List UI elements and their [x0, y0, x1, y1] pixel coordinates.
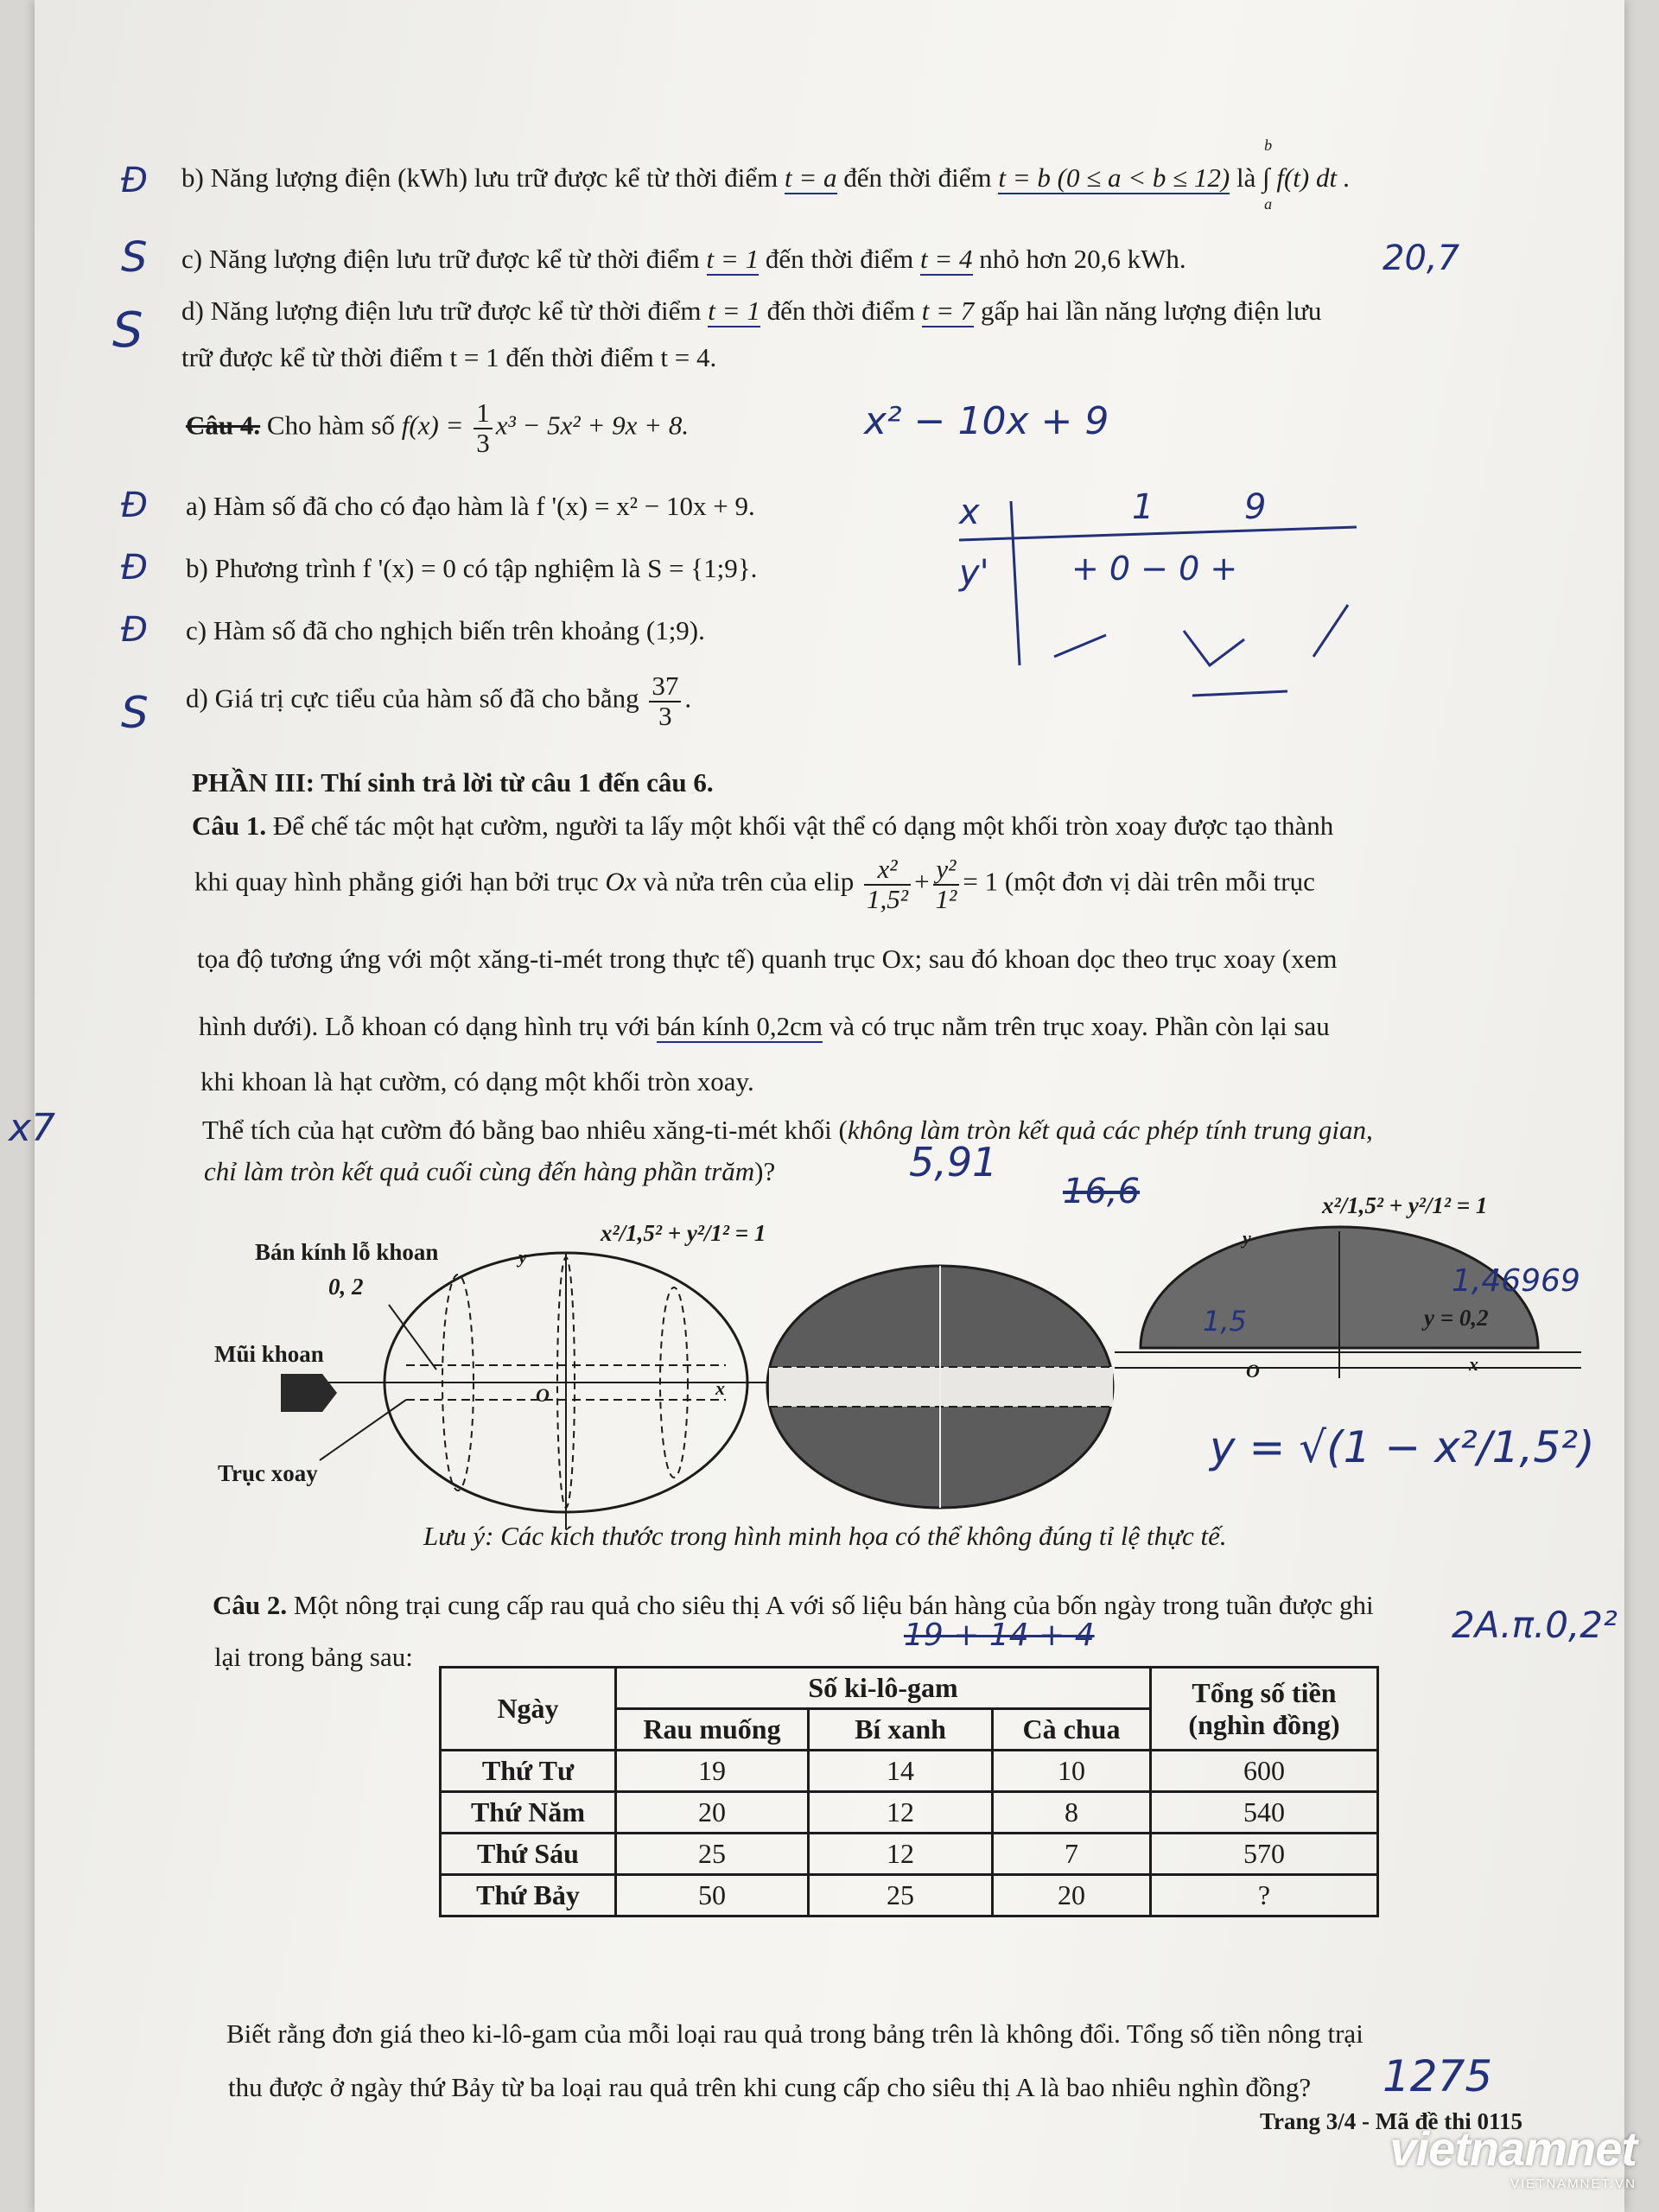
- col-total: Tổng số tiền (nghìn đồng): [1151, 1668, 1378, 1751]
- q2-after2: thu được ở ngày thứ Bảy từ ba loại rau quả trên khi cung cấp cho siêu thị A là bao nhiêu nghìn đồng?: [228, 2072, 1312, 2102]
- table-row: Thứ Sáu 25 12 7 570: [441, 1834, 1378, 1875]
- hw-q4d: S: [121, 688, 149, 738]
- table-row: Thứ Bảy 50 25 20 ?: [441, 1875, 1378, 1916]
- q1-line1: Câu 1. Để chế tác một hạt cườm, người ta lấy một khối vật thể có dạng một khối tròn xoay được tạo thành: [192, 810, 1334, 841]
- hw-derivative: x² − 10x + 9: [864, 399, 1109, 443]
- q1-line4: hình dưới). Lỗ khoan có dạng hình trụ với bán kính 0,2cm và có trục nằm trên trục xoay. Phần còn lại sau: [199, 1011, 1330, 1041]
- sales-table: [439, 1666, 1379, 1917]
- q4-a: a) Hàm số đã cho có đạo hàm là f '(x) = x² − 10x + 9.: [186, 491, 755, 521]
- q3-b: b) Năng lượng điện (kWh) lưu trữ được kể từ thời điểm t = a đến thời điểm t = b (0 ≤ a < b ≤ 12) là ∫ f(t) dt . b a: [181, 137, 1351, 213]
- hw-mark-d: S: [112, 302, 143, 359]
- hw-formula: y = √(1 − x²/1,5²): [1210, 1422, 1595, 1472]
- hw-q2-scratch: 19 + 14 + 4: [904, 1618, 1095, 1653]
- hw-q4b: Đ: [121, 548, 148, 588]
- hw-answer-q2: 1275: [1382, 2051, 1493, 2101]
- y-equals-label: y = 0,2: [1424, 1305, 1489, 1331]
- hw-q4c: Đ: [121, 610, 148, 650]
- hw-left-mark: x7: [9, 1106, 56, 1150]
- exam-page: [9, 0, 1624, 2212]
- q4-b: b) Phương trình f '(x) = 0 có tập nghiệm là S = {1;9}.: [186, 553, 758, 583]
- ellipse-eq-right: x²/1,5² + y²/1² = 1: [1322, 1192, 1488, 1218]
- q3-d-line1: d) Năng lượng điện lưu trữ được kể từ thời điểm t = 1 đến thời điểm t = 7 gấp hai lần năng lượng điện lưu: [181, 296, 1322, 326]
- q1-line5: khi khoan là hạt cườm, có dạng một khối tròn xoay.: [200, 1066, 754, 1096]
- hw-value-15: 1,5: [1203, 1305, 1247, 1338]
- q1-line2: khi quay hình phẳng giới hạn bởi trục Ox và nửa trên của elip $\frac{\text{x²}}{\text{1,5²}}$ + $\frac{\text{y²}}{\text{1²}}$ = 1 (một đơn vị dài trên mỗi trục: [194, 854, 1315, 914]
- q4-d: d) Giá trị cực tiểu của hàm số đã cho bằng $\frac{37}{3}$ .: [186, 671, 692, 731]
- col-day: Ngày: [441, 1668, 616, 1751]
- hw-answer-q1: 5,91: [909, 1139, 998, 1185]
- q2-line1: Câu 2. Một nông trại cung cấp rau quả cho siêu thị A với số liệu bán hàng của bốn ngày trong tuần được ghi: [213, 1590, 1374, 1620]
- hw-sign-table: x 1 9 y' + 0 − 0 +: [950, 493, 1365, 709]
- drill-radius-value: 0, 2: [328, 1274, 364, 1300]
- drill-bit-label: Mũi khoan: [214, 1341, 324, 1367]
- q2-line2: lại trong bảng sau:: [214, 1642, 413, 1672]
- half-ellipse-diagram: [1115, 1227, 1581, 1378]
- part3-heading: PHẦN III: Thí sinh trả lời từ câu 1 đến câu 6.: [192, 767, 714, 798]
- hw-scratch: 16,6: [1063, 1172, 1141, 1211]
- hw-q4a: Đ: [121, 486, 148, 525]
- hw-value-146969: 1,46969: [1452, 1263, 1580, 1299]
- axis-x-right: x: [1469, 1353, 1478, 1375]
- q1-line3: tọa độ tương ứng với một xăng-ti-mét trong thực tế) quanh trục Ox; sau đó khoan dọc theo trục xoay (xem: [197, 944, 1338, 974]
- ellipse-eq-left: x²/1,5² + y²/1² = 1: [601, 1220, 766, 1246]
- hw-q2-formula: 2A.π.0,2²: [1452, 1604, 1618, 1646]
- origin-right: O: [1246, 1360, 1260, 1382]
- q4-stem: Câu 4. Cho hàm số f(x) = $\frac{1}{3}$ x³ − 5x² + 9x + 8.: [186, 397, 690, 458]
- drill-radius-label: Bán kính lỗ khoan: [255, 1239, 439, 1265]
- col-kg: Số ki-lô-gam: [616, 1668, 1151, 1709]
- q1-line7: chỉ làm tròn kết quả cuối cùng đến hàng phần trăm)?: [204, 1156, 776, 1186]
- figure-note: Lưu ý: Các kích thước trong hình minh họa có thể không đúng tỉ lệ thực tế.: [423, 1521, 1227, 1551]
- table-row: Thứ Tư 19 14 10 600: [441, 1751, 1378, 1792]
- col-ca-chua: Cà chua: [993, 1709, 1151, 1751]
- axis-y-right: y: [1243, 1227, 1251, 1249]
- q1-line6: Thể tích của hạt cườm đó bằng bao nhiêu xăng-ti-mét khối (không làm tròn kết quả các phép tính trung gian,: [202, 1115, 1373, 1145]
- axis-x-left: x: [715, 1377, 725, 1399]
- origin-left: O: [536, 1384, 550, 1406]
- col-rau-muong: Rau muống: [616, 1709, 809, 1751]
- bead-solid-diagram: [767, 1266, 1113, 1508]
- vietnamnet-logo: vietnamnet VIETNAMNET.VN: [1389, 2121, 1637, 2191]
- q3-d-line2: trữ được kể từ thời điểm t = 1 đến thời điểm t = 4.: [181, 342, 717, 372]
- col-bi-xanh: Bí xanh: [809, 1709, 993, 1751]
- rotation-axis-label: Trục xoay: [218, 1460, 318, 1486]
- q3-c: c) Năng lượng điện lưu trữ được kể từ thời điểm t = 1 đến thời điểm t = 4 nhỏ hơn 20,6 kWh.: [181, 244, 1186, 274]
- hw-mark-c: S: [121, 233, 148, 282]
- q2-after1: Biết rằng đơn giá theo ki-lô-gam của mỗi loại rau quả trong bảng trên là không đổi. Tổng số tiền nông trại: [226, 2018, 1363, 2049]
- drill-bit-shape: [281, 1374, 322, 1412]
- axis-y-left: y: [518, 1246, 527, 1268]
- hw-mark-b: Đ: [121, 161, 148, 200]
- hw-note-20-7: 20,7: [1382, 238, 1460, 278]
- page-footer: Trang 3/4 - Mã đề thi 0115: [1260, 2108, 1523, 2134]
- table-row: Thứ Năm 20 12 8 540: [441, 1792, 1378, 1834]
- q4-c: c) Hàm số đã cho nghịch biến trên khoảng (1;9).: [186, 615, 705, 645]
